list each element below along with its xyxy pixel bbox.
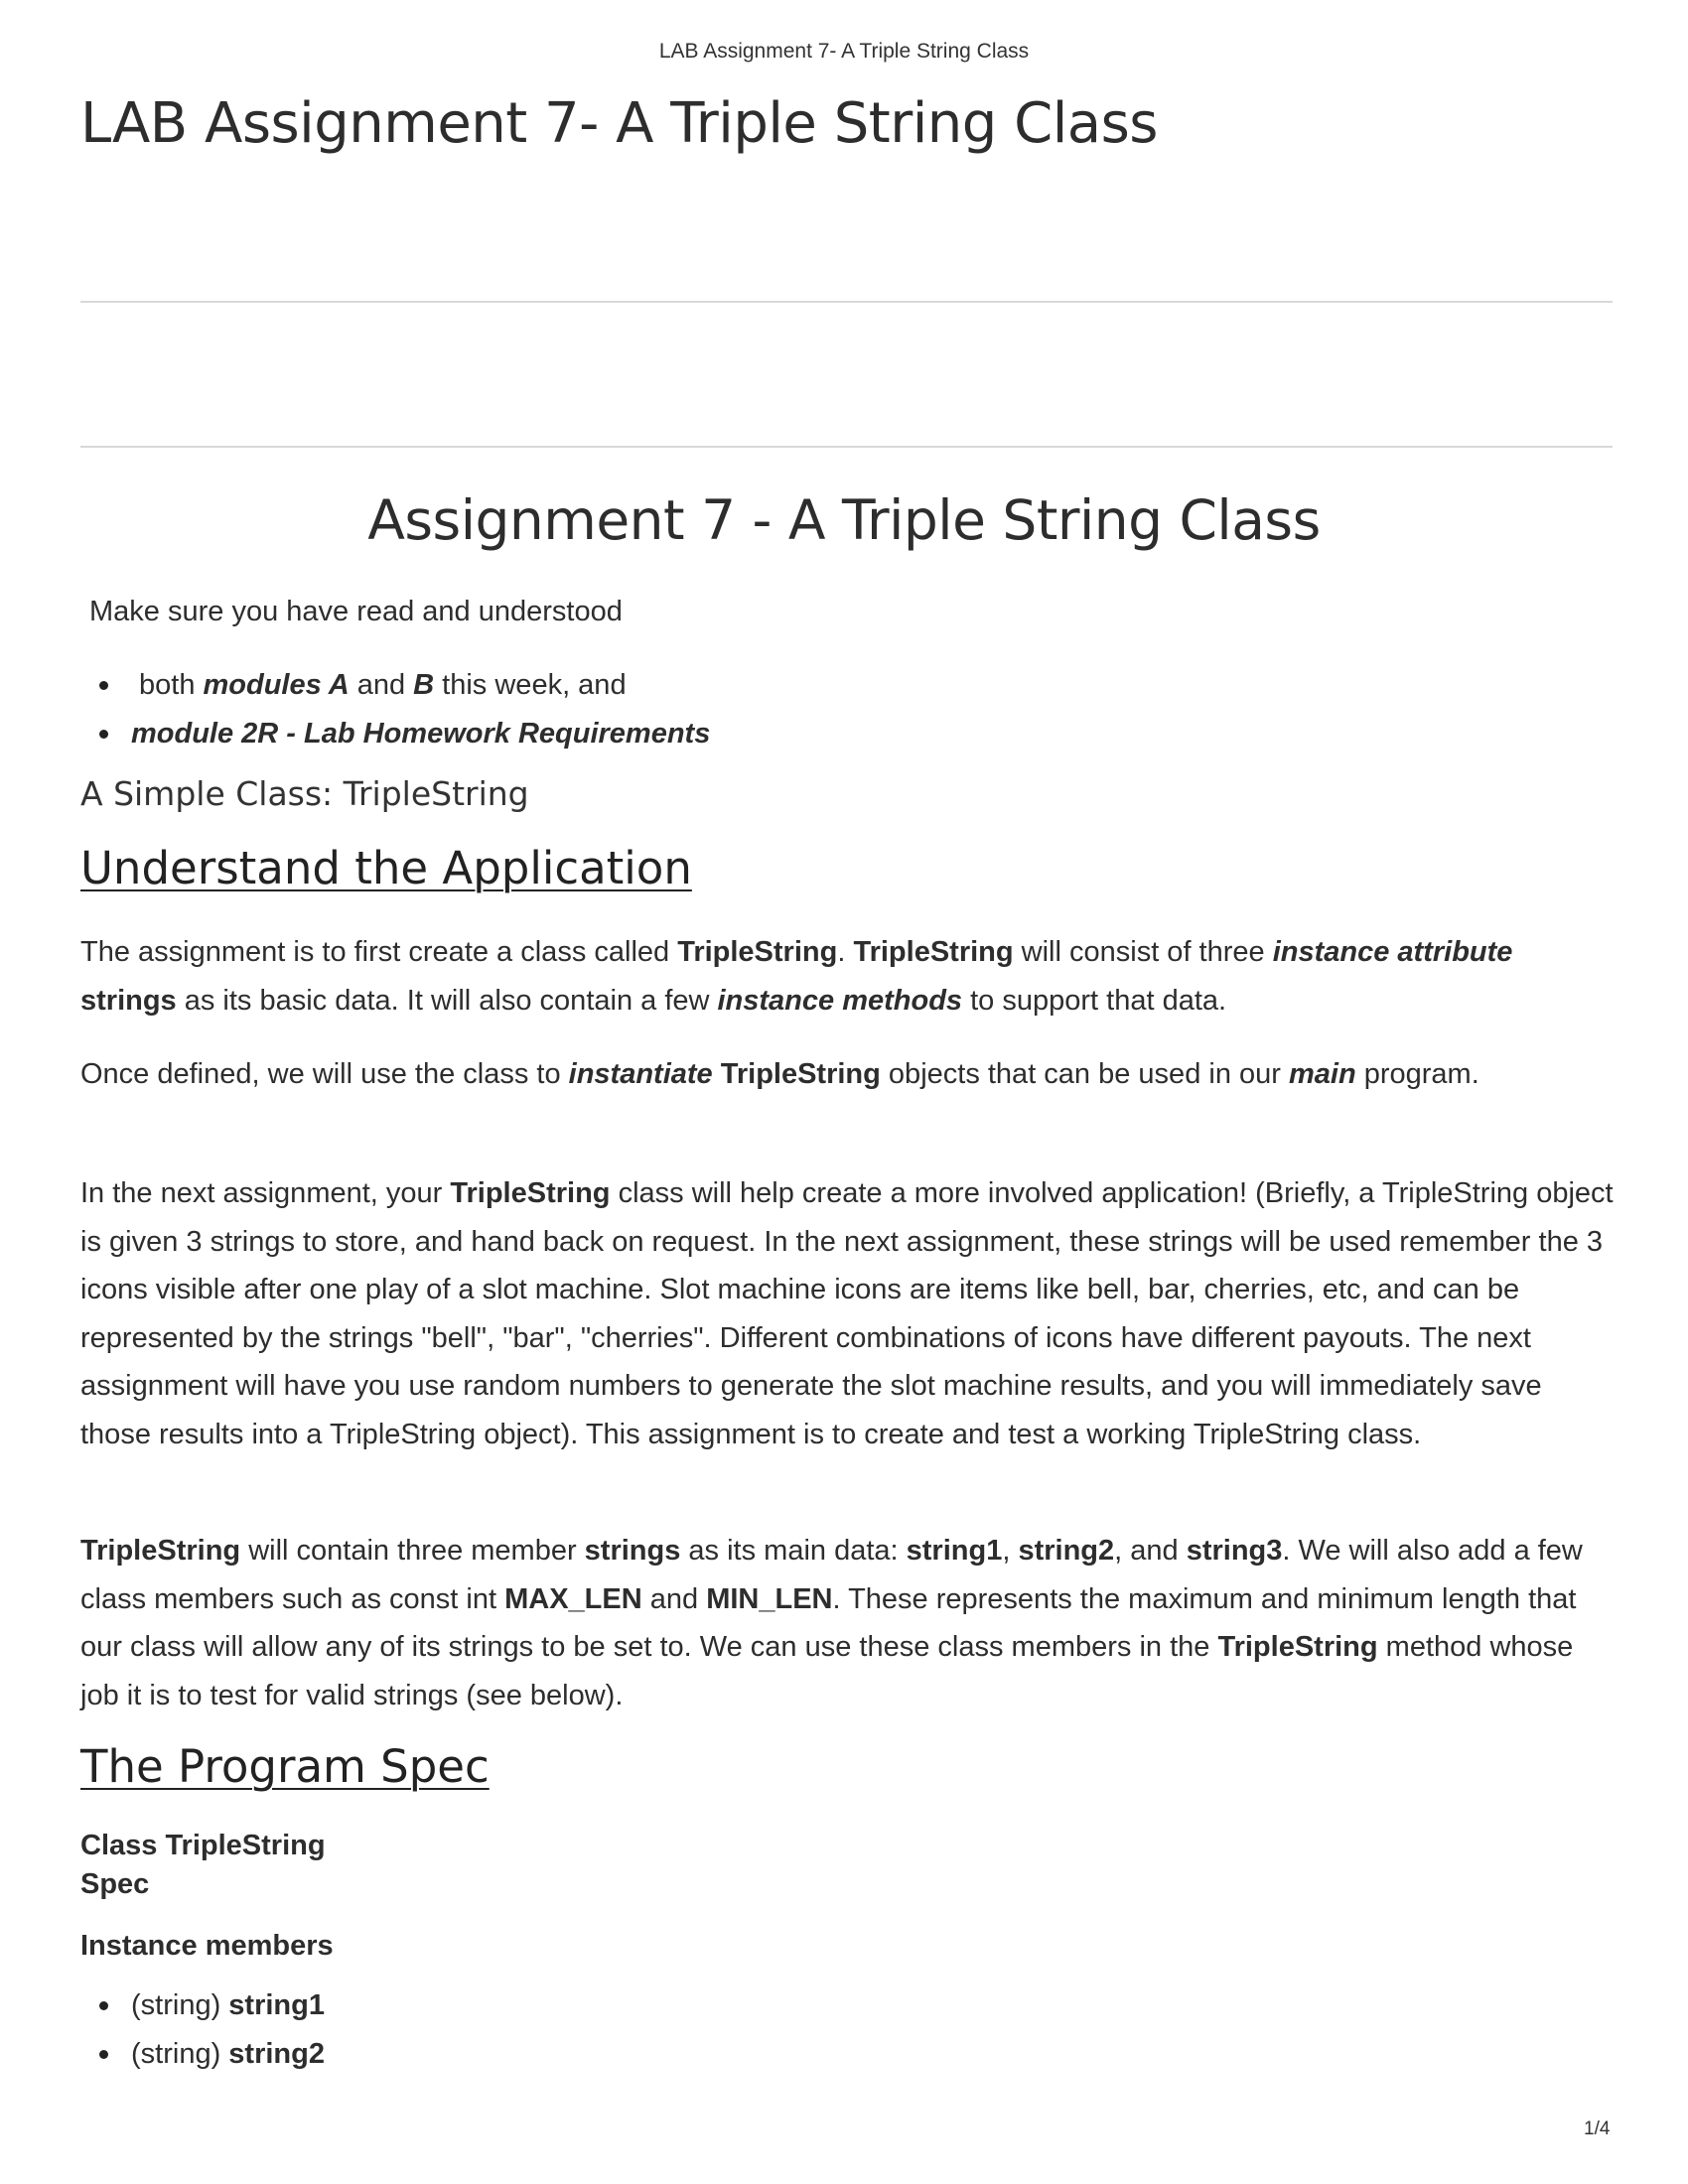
bullet-icon xyxy=(99,2050,108,2059)
requirements-list xyxy=(79,661,710,758)
assignment-heading: Assignment 7 - A Triple String Class xyxy=(367,488,1321,552)
subtitle: A Simple Class: TripleString xyxy=(80,774,529,813)
divider xyxy=(80,446,1613,448)
divider xyxy=(80,301,1613,303)
list-item: (string) string1 xyxy=(79,1981,325,2030)
print-header: LAB Assignment 7- A Triple String Class xyxy=(658,40,1030,63)
paragraph: In the next assignment, your TripleString class will help create a more involved application! (Briefly, a TripleString object is given 3 strings to store, and hand back on request. In the next assignment, these strings will be used remember the 3 icons visible after one play of a slot machine. Slot machine icons are items like bell, bar, cherries, etc, and can be represented by the strings "bell", "bar", "cherries". Different combinations of icons have different payouts. The next assignment will have you use random numbers to generate the slot machine results, and you will immediately save those results into a TripleString object). This assignment is to create and test a working TripleString class. xyxy=(80,1177,1614,1450)
bullet-icon xyxy=(99,2001,108,2010)
list-item: (string) string2 xyxy=(79,2030,325,2079)
list-item xyxy=(79,661,710,710)
page-title: LAB Assignment 7- A Triple String Class xyxy=(80,91,1158,156)
bullet-icon xyxy=(99,681,108,690)
paragraph: Once defined, we will use the class to instantiate TripleString objects that can be used in our main program. xyxy=(80,1058,1479,1090)
list-item xyxy=(79,710,710,758)
instance-members-title: Instance members xyxy=(80,1930,334,1962)
list-item-text: module 2R - Lab Homework Requirements xyxy=(131,718,711,750)
paragraph: TripleString will contain three member strings as its main data: string1, string2, and string3. We will also add a few class members such as const int MAX_LEN and MIN_LEN. These represents the maximum and minimum length that our class will allow any of its strings to be set to. We can use these class members in the TripleString method whose job it is to test for valid strings (see below). xyxy=(80,1535,1583,1711)
list-item-text: both modules A and B this week, and xyxy=(139,669,627,701)
class-spec-title: Class TripleString Spec xyxy=(80,1830,326,1900)
page-number: 1/4 xyxy=(1584,2118,1611,2139)
paragraph: The assignment is to first create a class called TripleString. TripleString will consist of three instance attribute strings as its basic data. It will also contain a few instance methods to support that data. xyxy=(80,936,1513,1017)
bullet-icon xyxy=(99,730,108,739)
section-heading-understand: Understand the Application xyxy=(80,842,692,894)
instance-members-list xyxy=(79,1981,325,2079)
intro-text: Make sure you have read and understood xyxy=(89,596,623,627)
section-heading-program-spec: The Program Spec xyxy=(80,1740,490,1793)
